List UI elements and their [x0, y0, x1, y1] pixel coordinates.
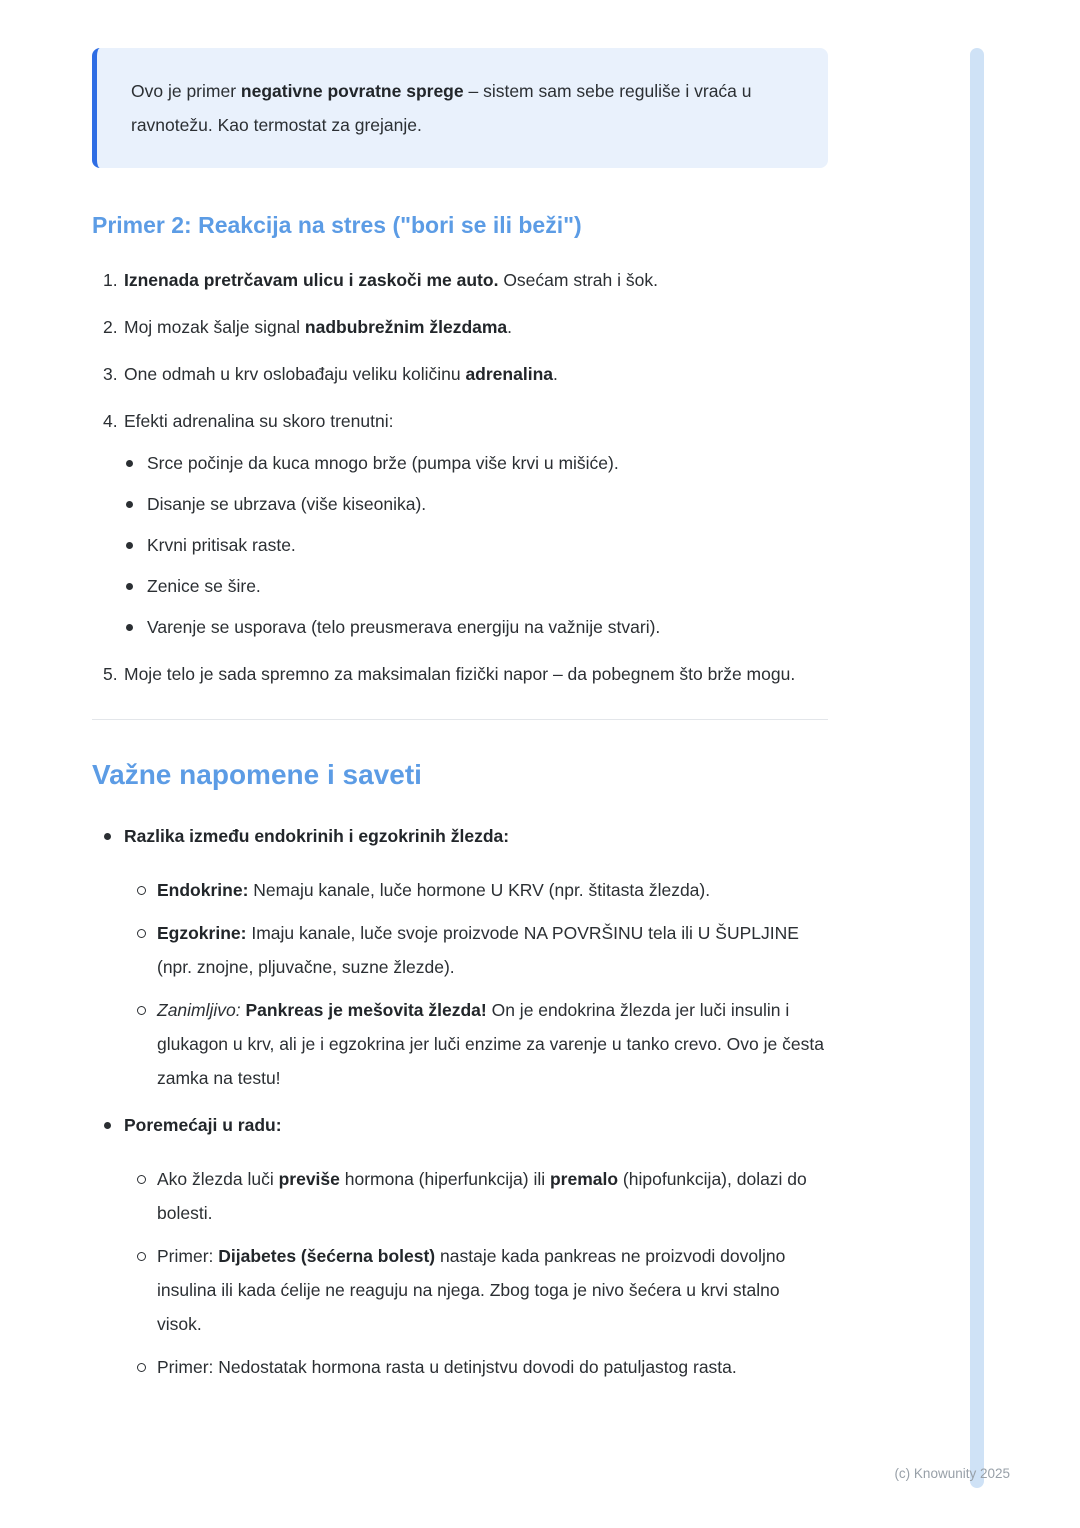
note-sub-list: [92, 873, 828, 1095]
list-item-step-4: [103, 404, 828, 644]
note-group-zlezde: [92, 819, 828, 1095]
callout-text: [131, 74, 794, 142]
note-text: Primer: Dijabetes (šećerna bolest) nastaje kada pankreas ne proizvodi dovoljno insulina ili kada ćelije ne reaguju na njega. Zbog toga je nivo šećera u krvi stalno visok.: [157, 1246, 786, 1334]
document-content: [92, 48, 828, 1397]
list-item-step-1: [103, 263, 828, 297]
list-item: [92, 916, 828, 984]
bullet-dot-icon: [126, 542, 133, 549]
list-number: 4.: [103, 411, 118, 431]
bullet-circle-icon: [137, 1363, 146, 1372]
copyright-notice: (c) Knowunity 2025: [894, 1466, 1010, 1481]
list-item: [92, 993, 828, 1095]
heading-primer-2: Primer 2: Reakcija na stres ("bori se ili beži"): [92, 212, 582, 238]
section-divider: [92, 719, 828, 720]
callout-text-bold: negativne povratne sprege: [240, 81, 464, 101]
bullet-dot-icon: [126, 583, 133, 590]
step-text: Moj mozak šalje signal nadbubrežnim žlezdama.: [124, 317, 513, 337]
note-text: Egzokrine: Imaju kanale, luče svoje proizvode NA POVRŠINU tela ili U ŠUPLJINE (npr. znojne, pljuvačne, suzne žlezde).: [157, 923, 799, 977]
note-text: Primer: Nedostatak hormona rasta u detinjstvu dovodi do patuljastog rasta.: [157, 1357, 737, 1377]
notes-list: [92, 819, 828, 1384]
effect-text: Zenice se šire.: [147, 576, 261, 596]
heading-vazne-napomene: Važne napomene i saveti: [92, 759, 422, 790]
list-number: 1.: [103, 270, 118, 290]
bullet-dot-icon: [126, 501, 133, 508]
list-item: [92, 1350, 828, 1384]
step-text: One odmah u krv oslobađaju veliku količinu adrenalina.: [124, 364, 558, 384]
note-sub-list: [92, 1162, 828, 1384]
list-item-step-5: [103, 657, 828, 691]
list-number: 3.: [103, 364, 118, 384]
list-item: [103, 487, 828, 521]
note-text: Ako žlezda luči previše hormona (hiperfunkcija) ili premalo (hipofunkcija), dolazi do bolesti.: [157, 1169, 807, 1223]
note-title: Poremećaji u radu:: [124, 1115, 282, 1135]
effect-text: Disanje se ubrzava (više kiseonika).: [147, 494, 427, 514]
bullet-circle-icon: [137, 929, 146, 938]
callout-text-pre: Ovo je primer: [131, 81, 241, 101]
bullet-circle-icon: [137, 1175, 146, 1184]
callout-text-rest: – sistem sam sebe reguliše i vraća u ravnotežu. Kao termostat za grejanje.: [131, 81, 752, 135]
note-text: Endokrine: Nemaju kanale, luče hormone U KRV (npr. štitasta žlezda).: [157, 880, 711, 900]
effect-text: Srce počinje da kuca mnogo brže (pumpa više krvi u mišiće).: [147, 453, 619, 473]
list-item: [103, 446, 828, 480]
bullet-dot-icon: [126, 624, 133, 631]
callout-negative-feedback: [92, 48, 828, 168]
list-item: [103, 569, 828, 603]
effect-text: Varenje se usporava (telo preusmerava energiju na važnije stvari).: [147, 617, 661, 637]
step-text: Iznenada pretrčavam ulicu i zaskoči me auto. Osećam strah i šok.: [124, 270, 658, 290]
stress-steps-list: [92, 263, 828, 691]
list-item: [92, 873, 828, 907]
list-item: [92, 1162, 828, 1230]
bullet-dot-icon: [126, 460, 133, 467]
list-number: 2.: [103, 317, 118, 337]
list-item: [103, 528, 828, 562]
list-item-step-2: [103, 310, 828, 344]
step-text: Moje telo je sada spremno za maksimalan fizički napor – da pobegnem što brže mogu.: [124, 664, 796, 684]
bullet-circle-icon: [137, 1006, 146, 1015]
effect-text: Krvni pritisak raste.: [147, 535, 296, 555]
note-title: Razlika između endokrinih i egzokrinih žlezda:: [124, 826, 510, 846]
list-number: 5.: [103, 664, 118, 684]
list-item: [92, 1239, 828, 1341]
bullet-circle-icon: [137, 886, 146, 895]
bullet-circle-icon: [137, 1252, 146, 1261]
note-text: Zanimljivo: Pankreas je mešovita žlezda! On je endokrina žlezda jer luči insulin i glukagon u krv, ali je i egzokrina jer luči enzime za varenje u tanko crevo. Ovo je česta zamka na testu!: [157, 1000, 824, 1088]
note-group-poremecaji: [92, 1108, 828, 1384]
list-item-step-3: [103, 357, 828, 391]
scrollbar[interactable]: [970, 48, 984, 1488]
list-item: [103, 610, 828, 644]
bullet-dot-icon: [104, 1122, 111, 1129]
bullet-dot-icon: [104, 833, 111, 840]
adrenaline-effects-list: [103, 446, 828, 644]
step-text: Efekti adrenalina su skoro trenutni:: [124, 411, 394, 431]
